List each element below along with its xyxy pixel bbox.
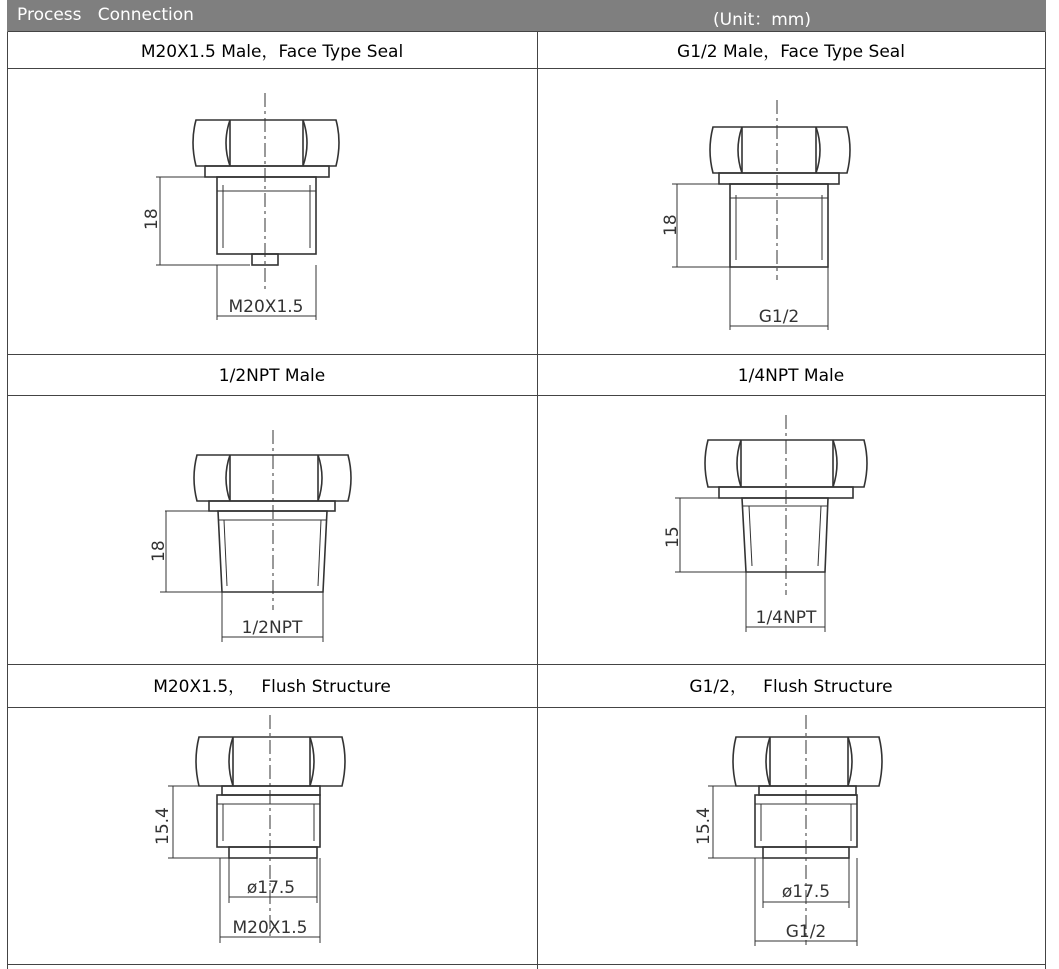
item-title-2: G1/2 Male，Face Type Seal xyxy=(677,42,905,62)
diameter-label-6: ø17.5 xyxy=(781,882,831,902)
drawing-m20-flush xyxy=(168,715,345,943)
thread-label-1: M20X1.5 xyxy=(228,297,304,317)
drawing-m20-face-seal xyxy=(156,93,339,320)
thread-label-3: 1/2NPT xyxy=(241,618,303,638)
item-title-4: 1/4NPT Male xyxy=(737,366,845,386)
thread-label-2: G1/2 xyxy=(758,307,800,327)
item-title-6: G1/2， Flush Structure xyxy=(689,677,893,697)
dim-height-3: 18 xyxy=(149,540,169,562)
drawing-g12-face-seal xyxy=(672,100,850,330)
drawing-14npt xyxy=(675,415,867,632)
thread-label-4: 1/4NPT xyxy=(755,608,817,628)
header-unit: (Unit：mm) xyxy=(713,10,811,30)
item-title-3: 1/2NPT Male xyxy=(218,366,326,386)
drawing-g12-flush xyxy=(708,715,882,946)
dim-height-6: 15.4 xyxy=(694,807,714,845)
thread-label-5: M20X1.5 xyxy=(232,918,308,938)
diameter-label-5: ø17.5 xyxy=(246,878,296,898)
item-title-1: M20X1.5 Male，Face Type Seal xyxy=(140,42,404,62)
drawing-12npt xyxy=(160,430,351,642)
header-title: Process Connection xyxy=(17,5,194,25)
item-title-5: M20X1.5， Flush Structure xyxy=(153,677,391,697)
dim-height-1: 18 xyxy=(142,208,162,230)
dim-height-2: 18 xyxy=(661,214,681,236)
thread-label-6: G1/2 xyxy=(785,922,827,942)
dim-height-5: 15.4 xyxy=(153,807,173,845)
dim-height-4: 15 xyxy=(663,526,683,548)
